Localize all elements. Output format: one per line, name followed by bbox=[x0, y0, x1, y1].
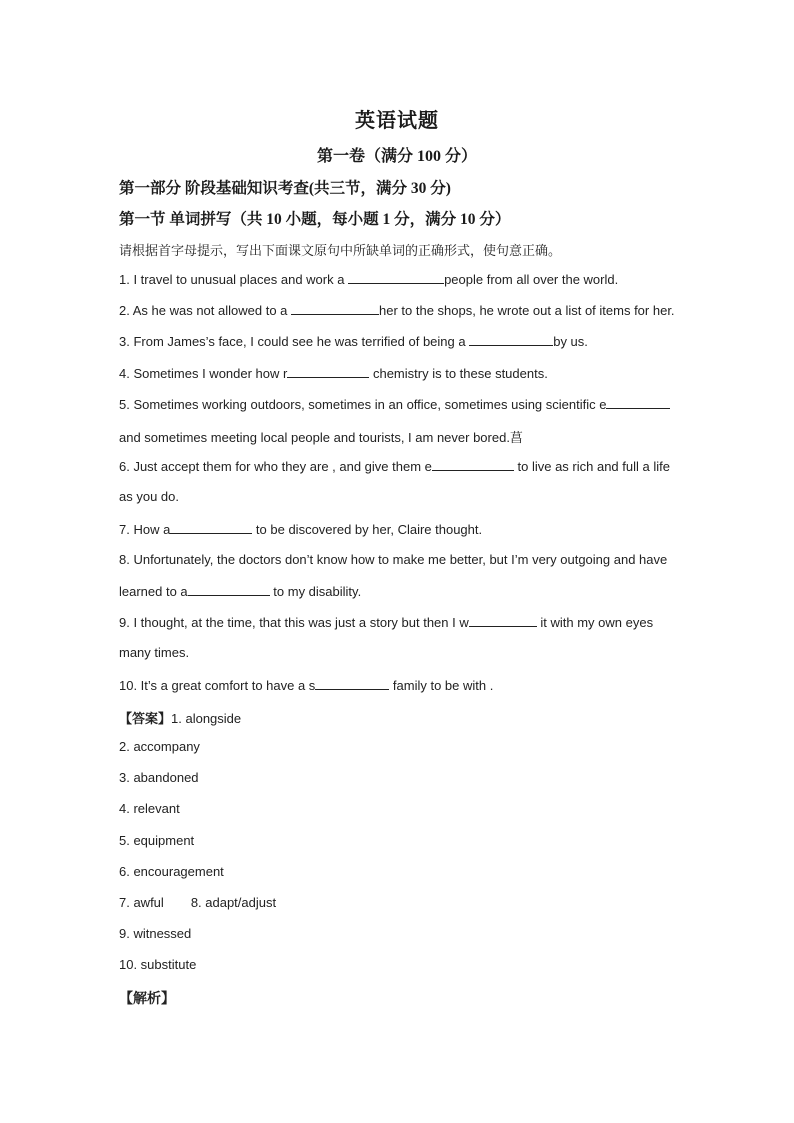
answer-blank bbox=[606, 396, 670, 409]
volume-heading: 第一卷（满分 100 分） bbox=[316, 148, 477, 165]
answer-blank bbox=[348, 271, 444, 284]
question-3: 3. From James’s face, I could see he was terrified of being a by us. bbox=[119, 334, 588, 349]
answer-blank bbox=[432, 458, 514, 471]
question-6: 6. Just accept them for who they are , and give them e to live as rich and full a life bbox=[119, 459, 670, 474]
question-9-continued: many times. bbox=[119, 645, 190, 660]
answer-blank bbox=[291, 302, 379, 315]
answer-item: 2. accompany bbox=[119, 739, 200, 754]
answer-blank bbox=[188, 583, 270, 596]
question-4: 4. Sometimes I wonder how r chemistry is to these students. bbox=[119, 366, 548, 381]
answer-blank bbox=[287, 365, 369, 378]
analysis-label: 【解析】 bbox=[119, 991, 175, 1007]
answer-blank bbox=[469, 333, 553, 346]
answer-blank bbox=[315, 677, 389, 690]
answer-item: 10. substitute bbox=[119, 957, 197, 972]
question-10: 10. It’s a great comfort to have a s family to be with . bbox=[119, 678, 494, 693]
answer-item: 9. witnessed bbox=[119, 926, 192, 941]
question-2: 2. As he was not allowed to a her to the shops, he wrote out a list of items for her. bbox=[119, 303, 675, 318]
question-1: 1. I travel to unusual places and work a people from all over the world. bbox=[119, 272, 619, 287]
question-9: 9. I thought, at the time, that this was just a story but then I w it with my own eyes bbox=[119, 615, 654, 630]
question-5: 5. Sometimes working outdoors, sometimes in an office, sometimes using scientific e bbox=[119, 396, 670, 412]
answer-item: 5. equipment bbox=[119, 833, 195, 848]
question-8-continued: learned to a to my disability. bbox=[119, 584, 362, 599]
part-heading: 第一部分 阶段基础知识考查(共三节，满分 30 分) bbox=[119, 180, 451, 197]
answer-label: 【答案】 bbox=[119, 712, 172, 727]
page-title: 英语试题 bbox=[355, 110, 439, 132]
question-6-continued: as you do. bbox=[119, 489, 179, 504]
question-7: 7. How a to be discovered by her, Claire thought. bbox=[119, 522, 483, 537]
answer-first-line: 【答案】1. alongside bbox=[119, 711, 242, 727]
question-5-continued: and sometimes meeting local people and tourists, I am never bored.菖 bbox=[119, 430, 523, 445]
answer-item: 3. abandoned bbox=[119, 770, 199, 785]
answer-item: 6. encouragement bbox=[119, 864, 224, 879]
answer-item-pair: 7. awful 8. adapt/adjust bbox=[119, 895, 277, 910]
answer-blank bbox=[469, 614, 537, 627]
section-heading: 第一节 单词拼写（共 10 小题，每小题 1 分，满分 10 分） bbox=[119, 211, 511, 228]
instruction-text: 请根据首字母提示，写出下面课文原句中所缺单词的正确形式，使句意正确。 bbox=[119, 244, 562, 259]
answer-blank bbox=[170, 521, 252, 534]
question-8: 8. Unfortunately, the doctors don’t know how to make me better, but I’m very outgoing and have bbox=[119, 552, 668, 567]
answer-item: 4. relevant bbox=[119, 801, 180, 816]
